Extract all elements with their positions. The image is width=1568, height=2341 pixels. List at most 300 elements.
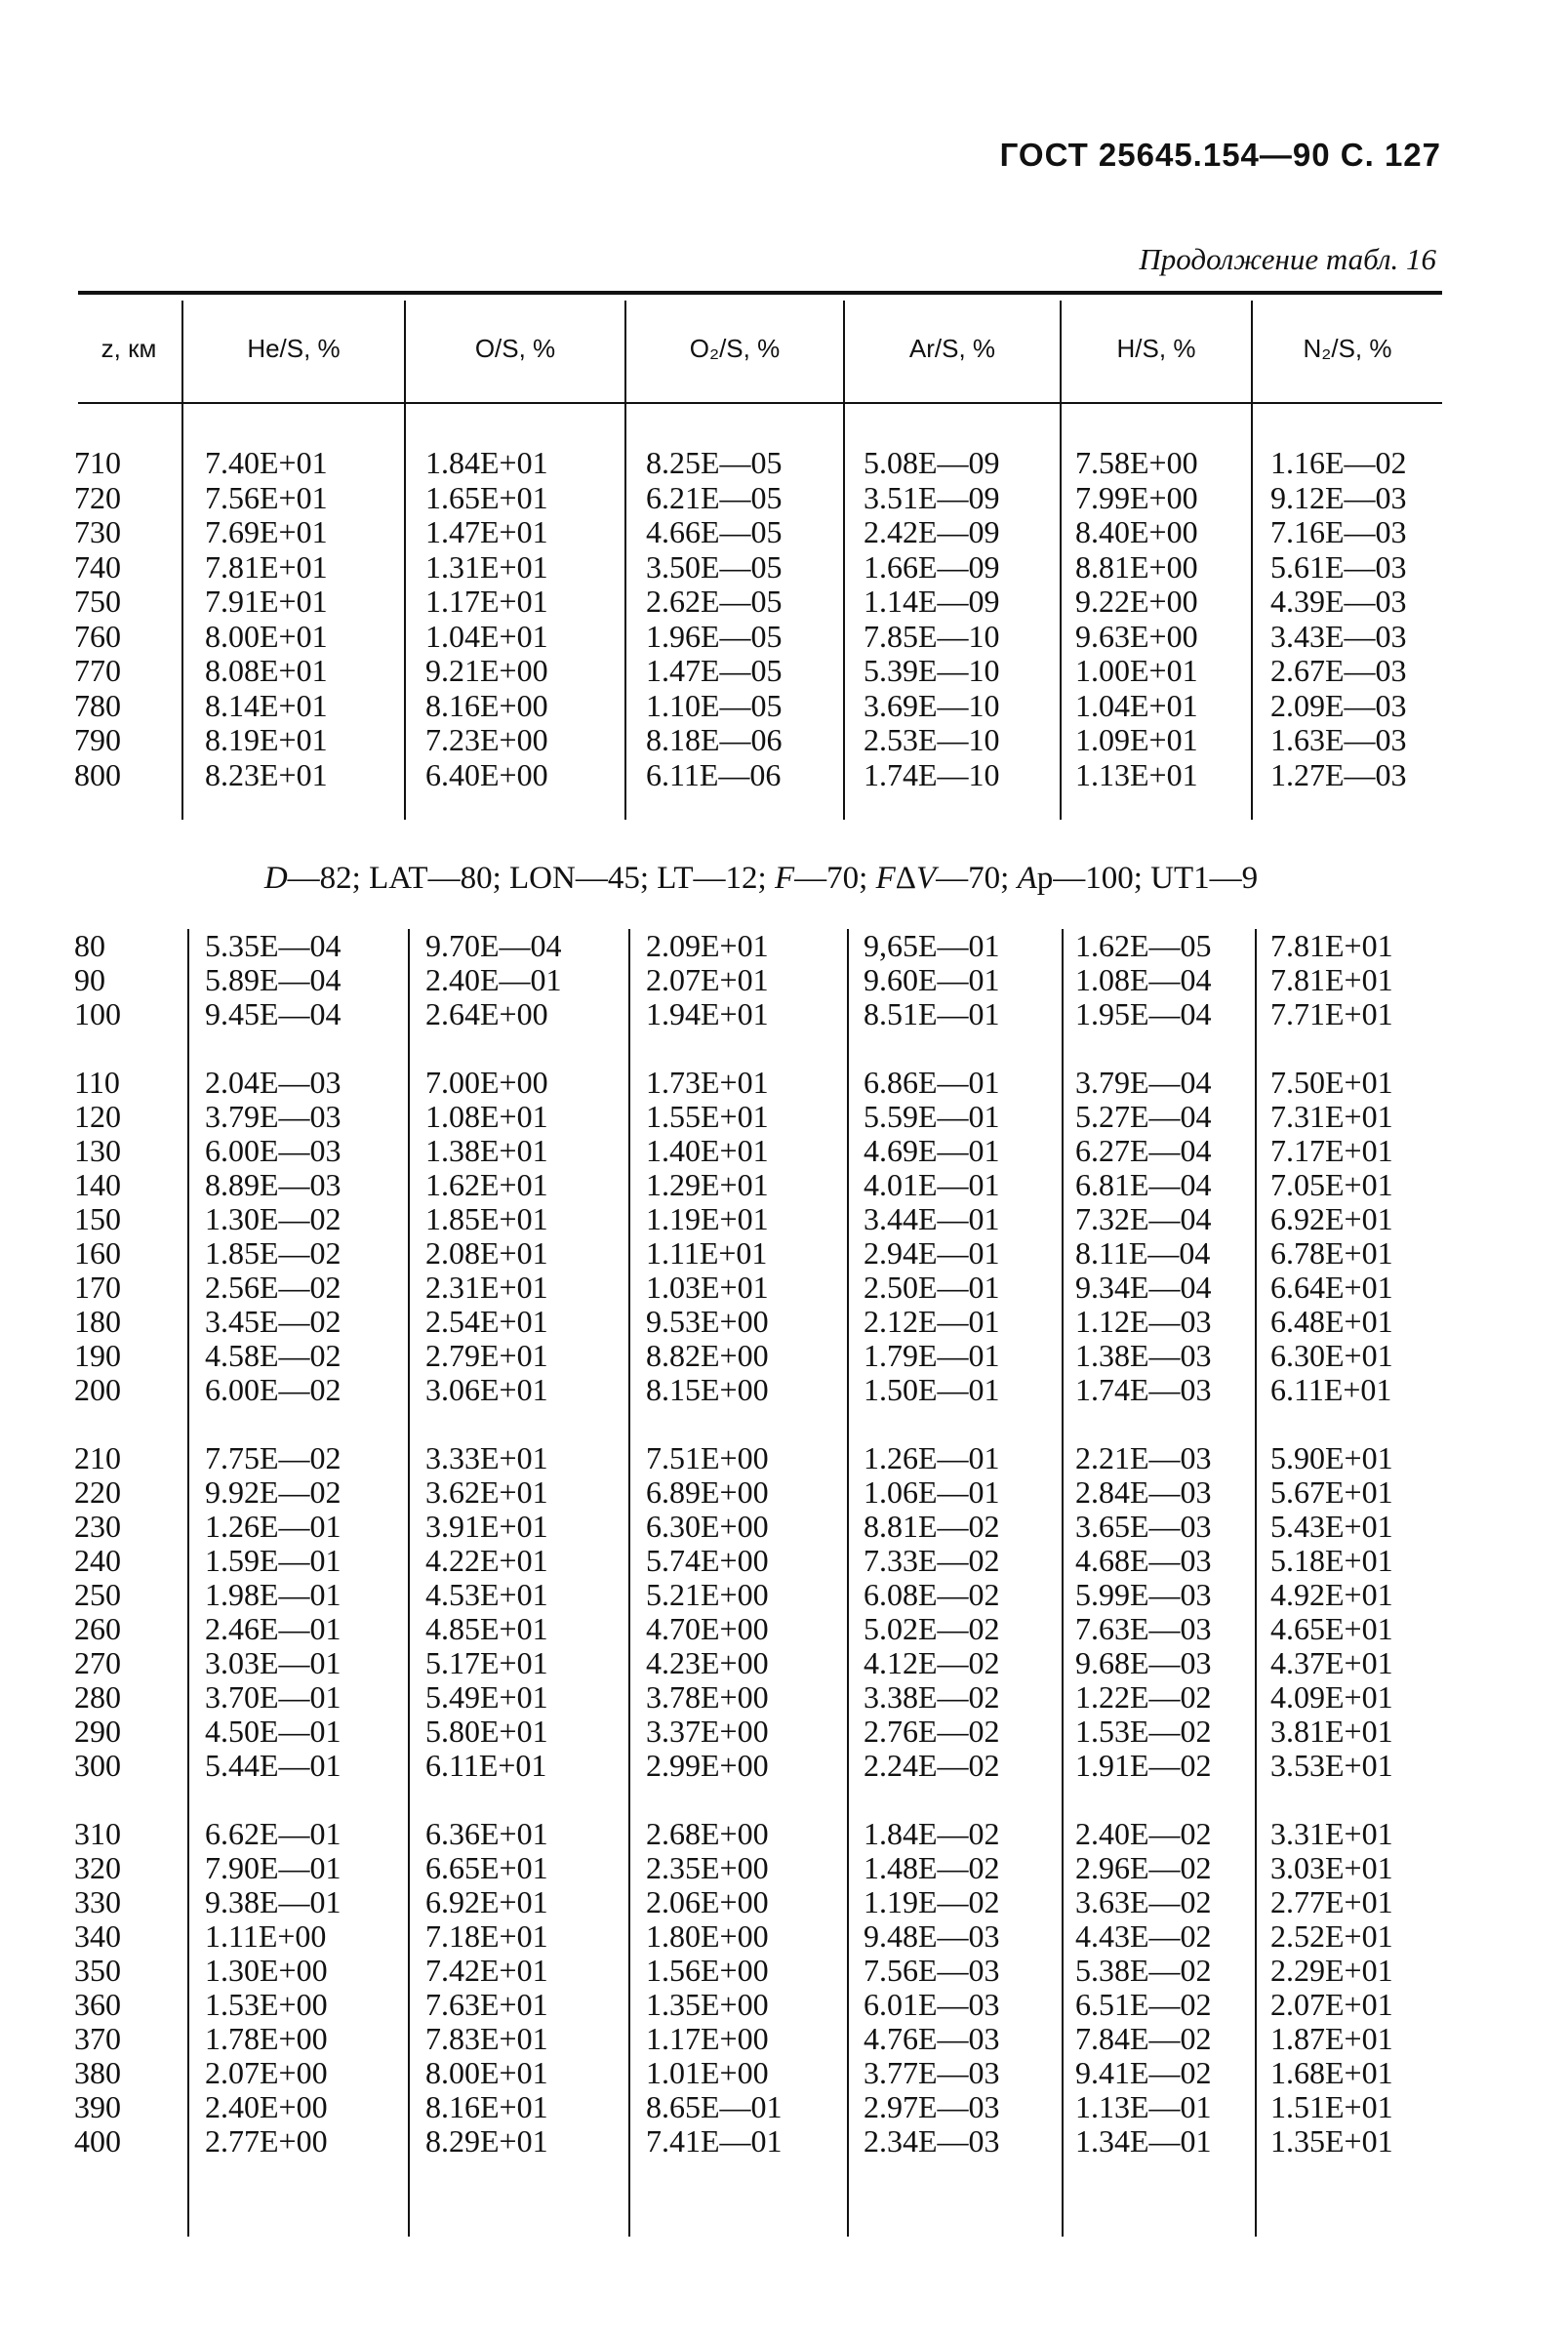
- value-cell: 8.81E+00: [1075, 548, 1198, 585]
- value-cell: 6.65E+01: [425, 1850, 548, 1885]
- value-cell: 6.11E+01: [425, 1748, 547, 1783]
- value-cell: 5.21E+00: [646, 1577, 769, 1612]
- value-cell: 6.89E+00: [646, 1474, 769, 1510]
- value-cell: 1.19E—02: [864, 1884, 1000, 1919]
- value-cell: 3.44E—01: [864, 1201, 1000, 1236]
- value-cell: 3.65E—03: [1075, 1509, 1212, 1544]
- value-cell: 1.96E—05: [646, 618, 783, 654]
- value-cell: 1.53E+00: [205, 1987, 328, 2022]
- value-cell: 2.54E+01: [425, 1304, 548, 1339]
- value-cell: 4.69E—01: [864, 1133, 1000, 1168]
- value-cell: 4.76E—03: [864, 2021, 1000, 2056]
- value-cell: 2.46E—01: [205, 1611, 342, 1646]
- value-cell: 1.78E+00: [205, 2021, 328, 2056]
- altitude-cell: 210: [74, 1440, 121, 1475]
- value-cell: 9.45E—04: [205, 996, 342, 1031]
- value-cell: 8.11E—04: [1075, 1235, 1211, 1271]
- value-cell: 1.62E+01: [425, 1167, 548, 1202]
- altitude-cell: 280: [74, 1679, 121, 1715]
- value-cell: 8.51E—01: [864, 996, 1000, 1031]
- altitude-cell: 780: [74, 687, 121, 723]
- value-cell: 8.89E—03: [205, 1167, 342, 1202]
- value-cell: 8.00E+01: [425, 2055, 548, 2090]
- value-cell: 7.50E+01: [1270, 1065, 1393, 1100]
- value-cell: 2.12E—01: [864, 1304, 1000, 1339]
- value-cell: 2.94E—01: [864, 1235, 1000, 1271]
- value-cell: 7.63E—03: [1075, 1611, 1212, 1646]
- value-cell: 6.92E+01: [425, 1884, 548, 1919]
- value-cell: 6.48E+01: [1270, 1304, 1393, 1339]
- altitude-cell: 110: [74, 1065, 120, 1100]
- value-cell: 9.68E—03: [1075, 1645, 1212, 1680]
- value-cell: 3.78E+00: [646, 1679, 769, 1715]
- value-cell: 2.77E+01: [1270, 1884, 1393, 1919]
- value-cell: 8.16E+00: [425, 687, 548, 723]
- value-cell: 5.61E—03: [1270, 548, 1407, 585]
- value-cell: 7.99E+00: [1075, 479, 1198, 515]
- value-cell: 7.69E+01: [205, 514, 328, 549]
- value-cell: 1.80E+00: [646, 1918, 769, 1954]
- value-cell: 1.50E—01: [864, 1372, 1000, 1407]
- value-cell: 1.17E+01: [425, 584, 548, 619]
- value-cell: 1.73E+01: [646, 1065, 769, 1100]
- value-cell: 1.04E+01: [1075, 687, 1198, 723]
- value-cell: 7.17E+01: [1270, 1133, 1393, 1168]
- value-cell: 2.07E+01: [1270, 1987, 1393, 2022]
- value-cell: 1.01E+00: [646, 2055, 769, 2090]
- value-cell: 1.29E+01: [646, 1167, 769, 1202]
- value-cell: 2.56E—02: [205, 1270, 342, 1305]
- value-cell: 2.84E—03: [1075, 1474, 1212, 1510]
- altitude-cell: 770: [74, 653, 121, 688]
- altitude-cell: 190: [74, 1338, 121, 1373]
- value-cell: 8.29E+01: [425, 2123, 548, 2159]
- value-cell: 2.07E+00: [205, 2055, 328, 2090]
- value-cell: 8.08E+01: [205, 653, 328, 688]
- value-cell: 1.94E+01: [646, 996, 769, 1031]
- value-cell: 5.08E—09: [864, 445, 1000, 480]
- value-cell: 1.65E+01: [425, 479, 548, 515]
- altitude-cell: 760: [74, 618, 121, 654]
- value-cell: 1.19E+01: [646, 1201, 769, 1236]
- altitude-cell: 90: [74, 962, 105, 997]
- value-cell: 6.00E—03: [205, 1133, 342, 1168]
- value-cell: 6.11E—06: [646, 756, 782, 792]
- cond-ut: UT1—9: [1150, 861, 1259, 896]
- value-cell: 1.35E+01: [1270, 2123, 1393, 2159]
- value-cell: 1.56E+00: [646, 1953, 769, 1988]
- altitude-cell: 200: [74, 1372, 121, 1407]
- value-cell: 4.01E—01: [864, 1167, 1000, 1202]
- value-cell: 8.81E—02: [864, 1509, 1000, 1544]
- value-cell: 7.41E—01: [646, 2123, 783, 2159]
- altitude-cell: 300: [74, 1748, 121, 1783]
- value-cell: 1.26E—01: [864, 1440, 1000, 1475]
- value-cell: 8.18E—06: [646, 722, 783, 757]
- value-cell: 9.63E+00: [1075, 618, 1198, 654]
- value-cell: 1.10E—05: [646, 687, 783, 723]
- altitude-cell: 340: [74, 1918, 121, 1954]
- value-cell: 7.05E+01: [1270, 1167, 1393, 1202]
- value-cell: 2.07E+01: [646, 962, 769, 997]
- value-cell: 1.55E+01: [646, 1099, 769, 1134]
- value-cell: 1.13E+01: [1075, 756, 1198, 792]
- value-cell: 8.00E+01: [205, 618, 328, 654]
- value-cell: 7.23E+00: [425, 722, 548, 757]
- value-cell: 6.64E+01: [1270, 1270, 1393, 1305]
- value-cell: 2.09E—03: [1270, 687, 1407, 723]
- cond-lon: LON—45;: [509, 861, 650, 896]
- value-cell: 5.39E—10: [864, 653, 1000, 688]
- conditions-line: D—82; LAT—80; LON—45; LT—12; F—70; FΔV—70; Ap—100; UT1—9: [263, 861, 1259, 896]
- value-cell: 3.06E+01: [425, 1372, 548, 1407]
- value-cell: 2.21E—03: [1075, 1440, 1212, 1475]
- value-cell: 2.67E—03: [1270, 653, 1407, 688]
- value-cell: 7.00E+00: [425, 1065, 548, 1100]
- value-cell: 1.12E—03: [1075, 1304, 1212, 1339]
- altitude-cell: 390: [74, 2089, 121, 2124]
- value-cell: 4.22E+01: [425, 1543, 548, 1578]
- altitude-cell: 80: [74, 928, 105, 963]
- value-cell: 1.09E+01: [1075, 722, 1198, 757]
- value-cell: 5.35E—04: [205, 928, 342, 963]
- value-cell: 3.38E—02: [864, 1679, 1000, 1715]
- value-cell: 5.17E+01: [425, 1645, 548, 1680]
- value-cell: 2.79E+01: [425, 1338, 548, 1373]
- value-cell: 3.37E+00: [646, 1714, 769, 1749]
- altitude-cell: 130: [74, 1133, 121, 1168]
- altitude-cell: 270: [74, 1645, 121, 1680]
- value-cell: 2.34E—03: [864, 2123, 1000, 2159]
- value-cell: 2.06E+00: [646, 1884, 769, 1919]
- value-cell: 5.67E+01: [1270, 1474, 1393, 1510]
- value-cell: 9.48E—03: [864, 1918, 1000, 1954]
- value-cell: 1.11E+00: [205, 1918, 327, 1954]
- value-cell: 2.99E+00: [646, 1748, 769, 1783]
- altitude-cell: 800: [74, 756, 121, 792]
- value-cell: 6.08E—02: [864, 1577, 1000, 1612]
- altitude-cell: 140: [74, 1167, 121, 1202]
- value-cell: 7.56E—03: [864, 1953, 1000, 1988]
- value-cell: 5.27E—04: [1075, 1099, 1212, 1134]
- value-cell: 1.35E+00: [646, 1987, 769, 2022]
- value-cell: 1.74E—03: [1075, 1372, 1212, 1407]
- altitude-cell: 790: [74, 722, 121, 757]
- value-cell: 6.27E—04: [1075, 1133, 1212, 1168]
- altitude-cell: 320: [74, 1850, 121, 1885]
- value-cell: 1.51E+01: [1270, 2089, 1393, 2124]
- value-cell: 7.85E—10: [864, 618, 1000, 654]
- value-cell: 1.91E—02: [1075, 1748, 1212, 1783]
- value-cell: 8.25E—05: [646, 445, 783, 480]
- altitude-cell: 310: [74, 1816, 121, 1851]
- value-cell: 9.92E—02: [205, 1474, 342, 1510]
- altitude-cell: 730: [74, 514, 121, 549]
- value-cell: 1.22E—02: [1075, 1679, 1212, 1715]
- value-cell: 4.53E+01: [425, 1577, 548, 1612]
- value-cell: 3.43E—03: [1270, 618, 1407, 654]
- value-cell: 3.45E—02: [205, 1304, 342, 1339]
- value-cell: 1.47E+01: [425, 514, 548, 549]
- value-cell: 1.48E—02: [864, 1850, 1000, 1885]
- value-cell: 5.89E—04: [205, 962, 342, 997]
- altitude-cell: 380: [74, 2055, 121, 2090]
- value-cell: 8.19E+01: [205, 722, 328, 757]
- value-cell: 1.30E—02: [205, 1201, 342, 1236]
- value-cell: 6.00E—02: [205, 1372, 342, 1407]
- value-cell: 4.58E—02: [205, 1338, 342, 1373]
- value-cell: 7.32E—04: [1075, 1201, 1212, 1236]
- altitude-cell: 100: [74, 996, 121, 1031]
- value-cell: 7.31E+01: [1270, 1099, 1393, 1134]
- value-cell: 7.18E+01: [425, 1918, 548, 1954]
- value-cell: 8.40E+00: [1075, 514, 1198, 549]
- value-cell: 2.04E—03: [205, 1065, 342, 1100]
- value-cell: 9.22E+00: [1075, 584, 1198, 619]
- value-cell: 4.66E—05: [646, 514, 783, 549]
- value-cell: 2.29E+01: [1270, 1953, 1393, 1988]
- value-cell: 3.79E—04: [1075, 1065, 1212, 1100]
- col-header-o2: O₂/S, %: [689, 334, 781, 363]
- value-cell: 7.75E—02: [205, 1440, 342, 1475]
- value-cell: 2.08E+01: [425, 1235, 548, 1271]
- value-cell: 5.02E—02: [864, 1611, 1000, 1646]
- value-cell: 4.65E+01: [1270, 1611, 1393, 1646]
- cond-f: —70;: [794, 861, 868, 896]
- cond-lat: LAT—80;: [369, 861, 502, 896]
- value-cell: 1.08E—04: [1075, 962, 1212, 997]
- value-cell: 5.80E+01: [425, 1714, 548, 1749]
- value-cell: 5.74E+00: [646, 1543, 769, 1578]
- cond-lt: LT—12;: [657, 861, 767, 896]
- value-cell: 5.18E+01: [1270, 1543, 1393, 1578]
- value-cell: 4.23E+00: [646, 1645, 769, 1680]
- value-cell: 6.21E—05: [646, 479, 783, 515]
- value-cell: 1.26E—01: [205, 1509, 342, 1544]
- value-cell: 2.40E+00: [205, 2089, 328, 2124]
- value-cell: 8.15E+00: [646, 1372, 769, 1407]
- value-cell: 1.38E—03: [1075, 1338, 1212, 1373]
- altitude-cell: 330: [74, 1884, 121, 1919]
- value-cell: 9,65E—01: [864, 928, 1000, 963]
- value-cell: 6.36E+01: [425, 1816, 548, 1851]
- value-cell: 3.33E+01: [425, 1440, 548, 1475]
- altitude-cell: 360: [74, 1987, 121, 2022]
- header-bottom-rule: [78, 402, 1442, 404]
- value-cell: 1.40E+01: [646, 1133, 769, 1168]
- value-cell: 1.06E—01: [864, 1474, 1000, 1510]
- value-cell: 5.59E—01: [864, 1099, 1000, 1134]
- value-cell: 1.30E+00: [205, 1953, 328, 1988]
- value-cell: 8.65E—01: [646, 2089, 783, 2124]
- value-cell: 1.68E+01: [1270, 2055, 1393, 2090]
- value-cell: 5.44E—01: [205, 1748, 342, 1783]
- value-cell: 6.30E+01: [1270, 1338, 1393, 1373]
- value-cell: 3.53E+01: [1270, 1748, 1393, 1783]
- value-cell: 1.85E+01: [425, 1201, 548, 1236]
- page-header: ГОСТ 25645.154—90 С. 127: [999, 137, 1441, 173]
- value-cell: 4.85E+01: [425, 1611, 548, 1646]
- value-cell: 8.16E+01: [425, 2089, 548, 2124]
- value-cell: 1.84E—02: [864, 1816, 1000, 1851]
- value-cell: 1.59E—01: [205, 1543, 342, 1578]
- value-cell: 4.43E—02: [1075, 1918, 1212, 1954]
- value-cell: 4.12E—02: [864, 1645, 1000, 1680]
- value-cell: 1.53E—02: [1075, 1714, 1212, 1749]
- altitude-cell: 150: [74, 1201, 121, 1236]
- value-cell: 3.03E+01: [1270, 1850, 1393, 1885]
- value-cell: 9.41E—02: [1075, 2055, 1212, 2090]
- value-cell: 7.71E+01: [1270, 996, 1393, 1031]
- value-cell: 5.49E+01: [425, 1679, 548, 1715]
- value-cell: 1.04E+01: [425, 618, 548, 654]
- value-cell: 1.14E—09: [864, 584, 1000, 619]
- value-cell: 1.34E—01: [1075, 2123, 1212, 2159]
- value-cell: 3.77E—03: [864, 2055, 1000, 2090]
- value-cell: 5.38E—02: [1075, 1953, 1212, 1988]
- value-cell: 2.76E—02: [864, 1714, 1000, 1749]
- value-cell: 1.74E—10: [864, 756, 1000, 792]
- value-cell: 1.47E—05: [646, 653, 783, 688]
- value-cell: 9.70E—04: [425, 928, 562, 963]
- value-cell: 2.64E+00: [425, 996, 548, 1031]
- value-cell: 7.51E+00: [646, 1440, 769, 1475]
- value-cell: 3.03E—01: [205, 1645, 342, 1680]
- value-cell: 3.79E—03: [205, 1099, 342, 1134]
- value-cell: 7.84E—02: [1075, 2021, 1212, 2056]
- value-cell: 1.85E—02: [205, 1235, 342, 1271]
- value-cell: 5.90E+01: [1270, 1440, 1393, 1475]
- value-cell: 2.24E—02: [864, 1748, 1000, 1783]
- value-cell: 6.40E+00: [425, 756, 548, 792]
- value-cell: 9.60E—01: [864, 962, 1000, 997]
- value-cell: 9.38E—01: [205, 1884, 342, 1919]
- col-header-h: H/S, %: [1116, 334, 1196, 363]
- altitude-cell: 710: [74, 445, 121, 480]
- value-cell: 1.98E—01: [205, 1577, 342, 1612]
- value-cell: 2.50E—01: [864, 1270, 1000, 1305]
- cond-ap: p—100;: [1036, 861, 1143, 896]
- altitude-cell: 250: [74, 1577, 121, 1612]
- altitude-cell: 260: [74, 1611, 121, 1646]
- value-cell: 1.27E—03: [1270, 756, 1407, 792]
- value-cell: 4.92E+01: [1270, 1577, 1393, 1612]
- value-cell: 1.08E+01: [425, 1099, 548, 1134]
- value-cell: 3.62E+01: [425, 1474, 548, 1510]
- value-cell: 6.01E—03: [864, 1987, 1000, 2022]
- value-cell: 1.62E—05: [1075, 928, 1212, 963]
- value-cell: 4.37E+01: [1270, 1645, 1393, 1680]
- altitude-cell: 370: [74, 2021, 121, 2056]
- value-cell: 9.53E+00: [646, 1304, 769, 1339]
- value-cell: 8.23E+01: [205, 756, 328, 792]
- value-cell: 2.35E+00: [646, 1850, 769, 1885]
- altitude-cell: 740: [74, 548, 121, 585]
- value-cell: 5.43E+01: [1270, 1509, 1393, 1544]
- value-cell: 8.82E+00: [646, 1338, 769, 1373]
- value-cell: 2.96E—02: [1075, 1850, 1212, 1885]
- value-cell: 6.51E—02: [1075, 1987, 1212, 2022]
- value-cell: 7.42E+01: [425, 1953, 548, 1988]
- value-cell: 1.84E+01: [425, 445, 548, 480]
- value-cell: 7.33E—02: [864, 1543, 1000, 1578]
- altitude-cell: 220: [74, 1474, 121, 1510]
- value-cell: 4.39E—03: [1270, 584, 1407, 619]
- value-cell: 9.12E—03: [1270, 479, 1407, 515]
- altitude-cell: 180: [74, 1304, 121, 1339]
- value-cell: 3.69E—10: [864, 687, 1000, 723]
- value-cell: 9.21E+00: [425, 653, 548, 688]
- value-cell: 7.81E+01: [1270, 928, 1393, 963]
- table-top-rule: [78, 291, 1442, 295]
- value-cell: 4.70E+00: [646, 1611, 769, 1646]
- value-cell: 1.11E+01: [646, 1235, 768, 1271]
- value-cell: 4.09E+01: [1270, 1679, 1393, 1715]
- altitude-cell: 290: [74, 1714, 121, 1749]
- value-cell: 4.68E—03: [1075, 1543, 1212, 1578]
- altitude-cell: 160: [74, 1235, 121, 1271]
- value-cell: 8.14E+01: [205, 687, 328, 723]
- value-cell: 9.34E—04: [1075, 1270, 1212, 1305]
- value-cell: 3.31E+01: [1270, 1816, 1393, 1851]
- value-cell: 1.16E—02: [1270, 445, 1407, 480]
- value-cell: 2.62E—05: [646, 584, 783, 619]
- value-cell: 7.83E+01: [425, 2021, 548, 2056]
- value-cell: 7.81E+01: [205, 548, 328, 585]
- value-cell: 7.90E—01: [205, 1850, 342, 1885]
- value-cell: 7.81E+01: [1270, 962, 1393, 997]
- altitude-cell: 750: [74, 584, 121, 619]
- value-cell: 3.50E—05: [646, 548, 783, 585]
- altitude-cell: 120: [74, 1099, 121, 1134]
- value-cell: 1.00E+01: [1075, 653, 1198, 688]
- value-cell: 1.17E+00: [646, 2021, 769, 2056]
- value-cell: 1.31E+01: [425, 548, 548, 585]
- value-cell: 6.30E+00: [646, 1509, 769, 1544]
- value-cell: 2.77E+00: [205, 2123, 328, 2159]
- altitude-cell: 230: [74, 1509, 121, 1544]
- altitude-cell: 720: [74, 479, 121, 515]
- col-header-he: He/S, %: [247, 334, 341, 363]
- value-cell: 6.11E+01: [1270, 1372, 1392, 1407]
- value-cell: 2.40E—01: [425, 962, 562, 997]
- value-cell: 1.03E+01: [646, 1270, 769, 1305]
- value-cell: 2.68E+00: [646, 1816, 769, 1851]
- value-cell: 1.13E—01: [1075, 2089, 1212, 2124]
- altitude-cell: 170: [74, 1270, 121, 1305]
- value-cell: 2.53E—10: [864, 722, 1000, 757]
- value-cell: 6.78E+01: [1270, 1235, 1393, 1271]
- table-continuation-label: Продолжение табл. 16: [1139, 242, 1436, 276]
- col-header-n2: N₂/S, %: [1303, 334, 1392, 363]
- altitude-cell: 400: [74, 2123, 121, 2159]
- altitude-cell: 350: [74, 1953, 121, 1988]
- value-cell: 7.40E+01: [205, 445, 328, 480]
- value-cell: 1.38E+01: [425, 1133, 548, 1168]
- value-cell: 7.16E—03: [1270, 514, 1407, 549]
- value-cell: 3.51E—09: [864, 479, 1000, 515]
- value-cell: 6.86E—01: [864, 1065, 1000, 1100]
- value-cell: 4.50E—01: [205, 1714, 342, 1749]
- value-cell: 3.70E—01: [205, 1679, 342, 1715]
- value-cell: 7.91E+01: [205, 584, 328, 619]
- value-cell: 6.81E—04: [1075, 1167, 1212, 1202]
- value-cell: 6.62E—01: [205, 1816, 342, 1851]
- col-header-o: O/S, %: [474, 334, 556, 363]
- cond-d: —82;: [287, 861, 361, 896]
- value-cell: 1.95E—04: [1075, 996, 1212, 1031]
- cond-fdv: —70;: [936, 861, 1010, 896]
